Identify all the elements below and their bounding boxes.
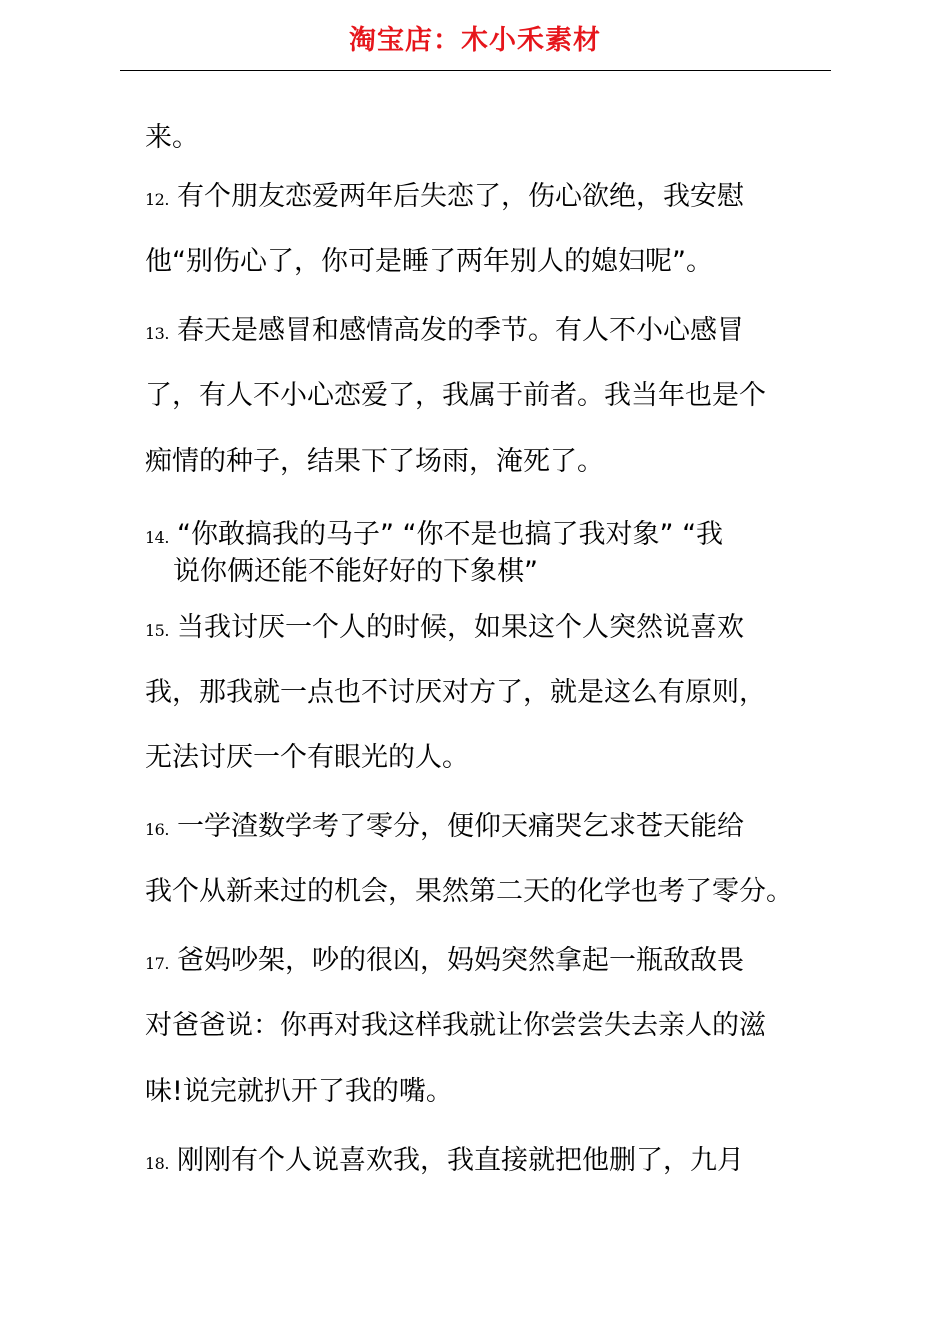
line-text: 有个朋友恋爱两年后失恋了，伤心欲绝，我安慰 <box>176 181 744 212</box>
line-text: 一学渣数学考了零分，便仰天痛哭乞求苍天能给 <box>176 811 744 842</box>
joke-item-17 <box>145 945 744 980</box>
line-text: “你敢搞我的马子” “你不是也搞了我对象” “我 <box>176 519 724 550</box>
joke-item-12 <box>145 181 744 216</box>
text-line <box>145 122 199 154</box>
line-text: 他“别伤心了，你可是睡了两年别人的媳妇呢”。 <box>145 246 713 277</box>
line-text: 对爸爸说：你再对我这样我就让你尝尝失去亲人的滋 <box>145 1010 766 1041</box>
line-text: 我，那我就一点也不讨厌对方了，就是这么有原则， <box>145 677 766 708</box>
page-header-title: 淘宝店：木小禾素材 <box>349 25 601 56</box>
text-line <box>145 1010 766 1042</box>
text-line <box>145 1076 453 1108</box>
line-text: 痴情的种子，结果下了场雨，淹死了。 <box>145 446 604 477</box>
line-text: 爸妈吵架，吵的很凶，妈妈突然拿起一瓶敌敌畏 <box>176 945 744 976</box>
text-line <box>173 556 538 588</box>
line-text: 了，有人不小心恋爱了，我属于前者。我当年也是个 <box>145 380 766 411</box>
line-text: 无法讨厌一个有眼光的人。 <box>145 742 469 773</box>
item-number: 15. <box>145 621 169 640</box>
line-text: 春天是感冒和感情高发的季节。有人不小心感冒 <box>176 315 744 346</box>
text-line <box>145 742 469 774</box>
line-text: 来。 <box>145 122 199 153</box>
text-line <box>145 446 604 478</box>
joke-item-18 <box>145 1145 744 1180</box>
line-text: 我个从新来过的机会，果然第二天的化学也考了零分。 <box>145 876 793 907</box>
text-line <box>145 246 713 278</box>
item-number: 12. <box>145 190 169 209</box>
joke-item-13 <box>145 315 744 350</box>
joke-item-16 <box>145 811 744 846</box>
header-divider <box>120 70 831 71</box>
joke-item-14 <box>145 519 723 554</box>
joke-item-15 <box>145 612 744 647</box>
item-number: 13. <box>145 324 169 343</box>
item-number: 18. <box>145 1154 169 1173</box>
line-text: 味!说完就扒开了我的嘴。 <box>145 1076 453 1107</box>
item-number: 16. <box>145 820 169 839</box>
text-line <box>145 677 766 709</box>
line-text: 当我讨厌一个人的时候，如果这个人突然说喜欢 <box>176 612 744 643</box>
text-line <box>145 876 793 908</box>
line-text: 刚刚有个人说喜欢我，我直接就把他删了，九月 <box>176 1145 744 1176</box>
item-number: 14. <box>145 528 169 547</box>
item-number: 17. <box>145 954 169 973</box>
line-text: 说你俩还能不能好好的下象棋” <box>173 556 538 587</box>
text-line <box>145 380 766 412</box>
